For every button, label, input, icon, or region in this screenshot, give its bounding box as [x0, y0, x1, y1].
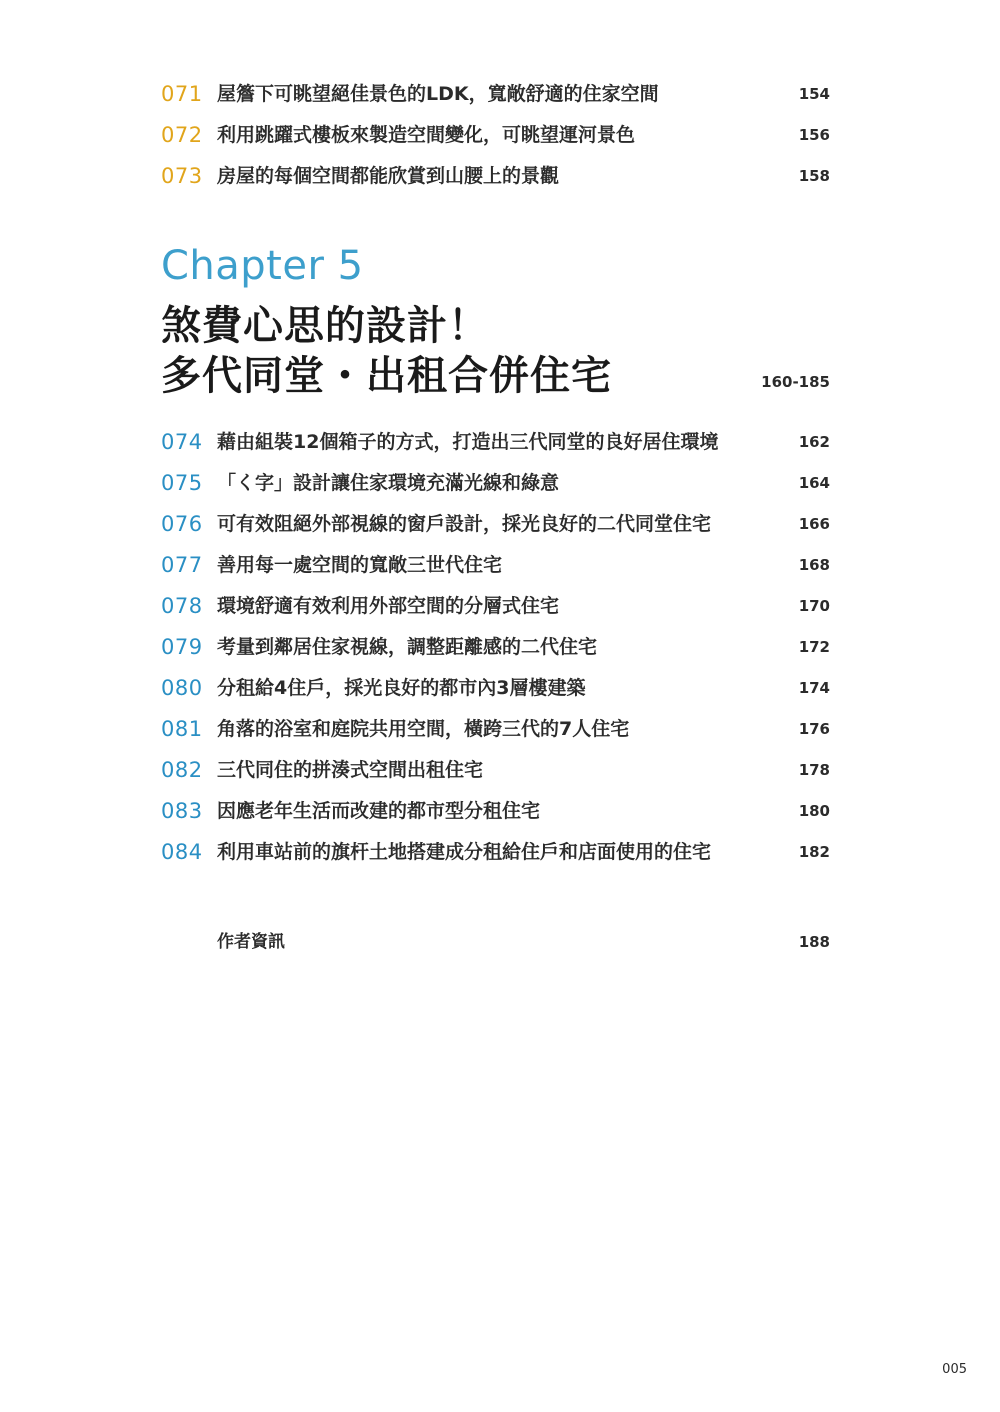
entry-number: 079 [161, 635, 203, 659]
entry-number: 078 [161, 594, 203, 618]
entry-page: 166 [798, 515, 830, 533]
entry-title: 房屋的每個空間都能欣賞到山腰上的景觀 [217, 165, 560, 187]
entry-number: 077 [161, 553, 203, 577]
entry-title: 考量到鄰居住家視線，調整距離感的二代住宅 [217, 636, 598, 658]
toc-entry [0, 750, 1000, 791]
entry-page: 158 [798, 167, 830, 185]
entry-title: 藉由組裝12個箱子的方式，打造出三代同堂的良好居住環境 [217, 431, 719, 453]
entry-page: 156 [798, 126, 830, 144]
toc-entry [0, 791, 1000, 832]
entry-page: 162 [798, 433, 830, 451]
toc-entry [0, 504, 1000, 545]
entry-title: 利用跳躍式樓板來製造空間變化，可眺望運河景色 [217, 124, 636, 146]
entry-title: 角落的浴室和庭院共用空間，橫跨三代的7人住宅 [217, 718, 630, 740]
toc-entry [0, 115, 1000, 156]
toc-entry [0, 156, 1000, 197]
chapter-label: Chapter 5 [161, 243, 364, 289]
page-number: 005 [942, 1362, 967, 1377]
entry-number: 081 [161, 717, 203, 741]
entry-number: 082 [161, 758, 203, 782]
toc-entry [0, 586, 1000, 627]
entry-number: 073 [161, 164, 203, 188]
entry-page: 178 [798, 761, 830, 779]
entry-page: 176 [798, 720, 830, 738]
entry-page: 154 [798, 85, 830, 103]
chapter-title-line1: 煞費心思的設計！ [161, 303, 489, 349]
entry-page: 168 [798, 556, 830, 574]
entry-title: 分租給4住戶，採光良好的都市內3層樓建築 [217, 677, 586, 699]
entry-page: 172 [798, 638, 830, 656]
entry-number: 076 [161, 512, 203, 536]
entry-page: 182 [798, 843, 830, 861]
author-info-page: 188 [798, 933, 830, 951]
entry-number: 084 [161, 840, 203, 864]
entry-number: 080 [161, 676, 203, 700]
toc-entry [0, 545, 1000, 586]
entry-title: 三代同住的拼湊式空間出租住宅 [217, 759, 484, 781]
entry-title: 利用車站前的旗杆土地搭建成分租給住戶和店面使用的住宅 [217, 841, 712, 863]
entry-number: 072 [161, 123, 203, 147]
entry-title: 善用每一處空間的寬敞三世代住宅 [217, 554, 503, 576]
author-info-title: 作者資訊 [217, 932, 285, 952]
toc-entry [0, 832, 1000, 873]
entry-title: 因應老年生活而改建的都市型分租住宅 [217, 800, 541, 822]
entry-title: 屋簷下可眺望絕佳景色的LDK，寬敞舒適的住家空間 [217, 83, 659, 105]
author-info-entry [0, 922, 1000, 963]
toc-entry [0, 627, 1000, 668]
entry-number: 075 [161, 471, 203, 495]
entry-number: 083 [161, 799, 203, 823]
entry-page: 170 [798, 597, 830, 615]
toc-entry [0, 668, 1000, 709]
entry-title: 「く字」設計讓住家環境充滿光線和綠意 [217, 472, 560, 494]
toc-entry [0, 709, 1000, 750]
entry-title: 可有效阻絕外部視線的窗戶設計，採光良好的二代同堂住宅 [217, 513, 712, 535]
entry-title: 環境舒適有效利用外部空間的分層式住宅 [217, 595, 560, 617]
entry-page: 164 [798, 474, 830, 492]
entry-page: 180 [798, 802, 830, 820]
chapter-title-line2: 多代同堂・出租合併住宅 [161, 353, 612, 399]
toc-entry [0, 422, 1000, 463]
toc-entry [0, 74, 1000, 115]
entry-number: 071 [161, 82, 203, 106]
entry-page: 174 [798, 679, 830, 697]
toc-entry [0, 463, 1000, 504]
entry-number: 074 [161, 430, 203, 454]
chapter-page-range: 160-185 [761, 373, 830, 391]
